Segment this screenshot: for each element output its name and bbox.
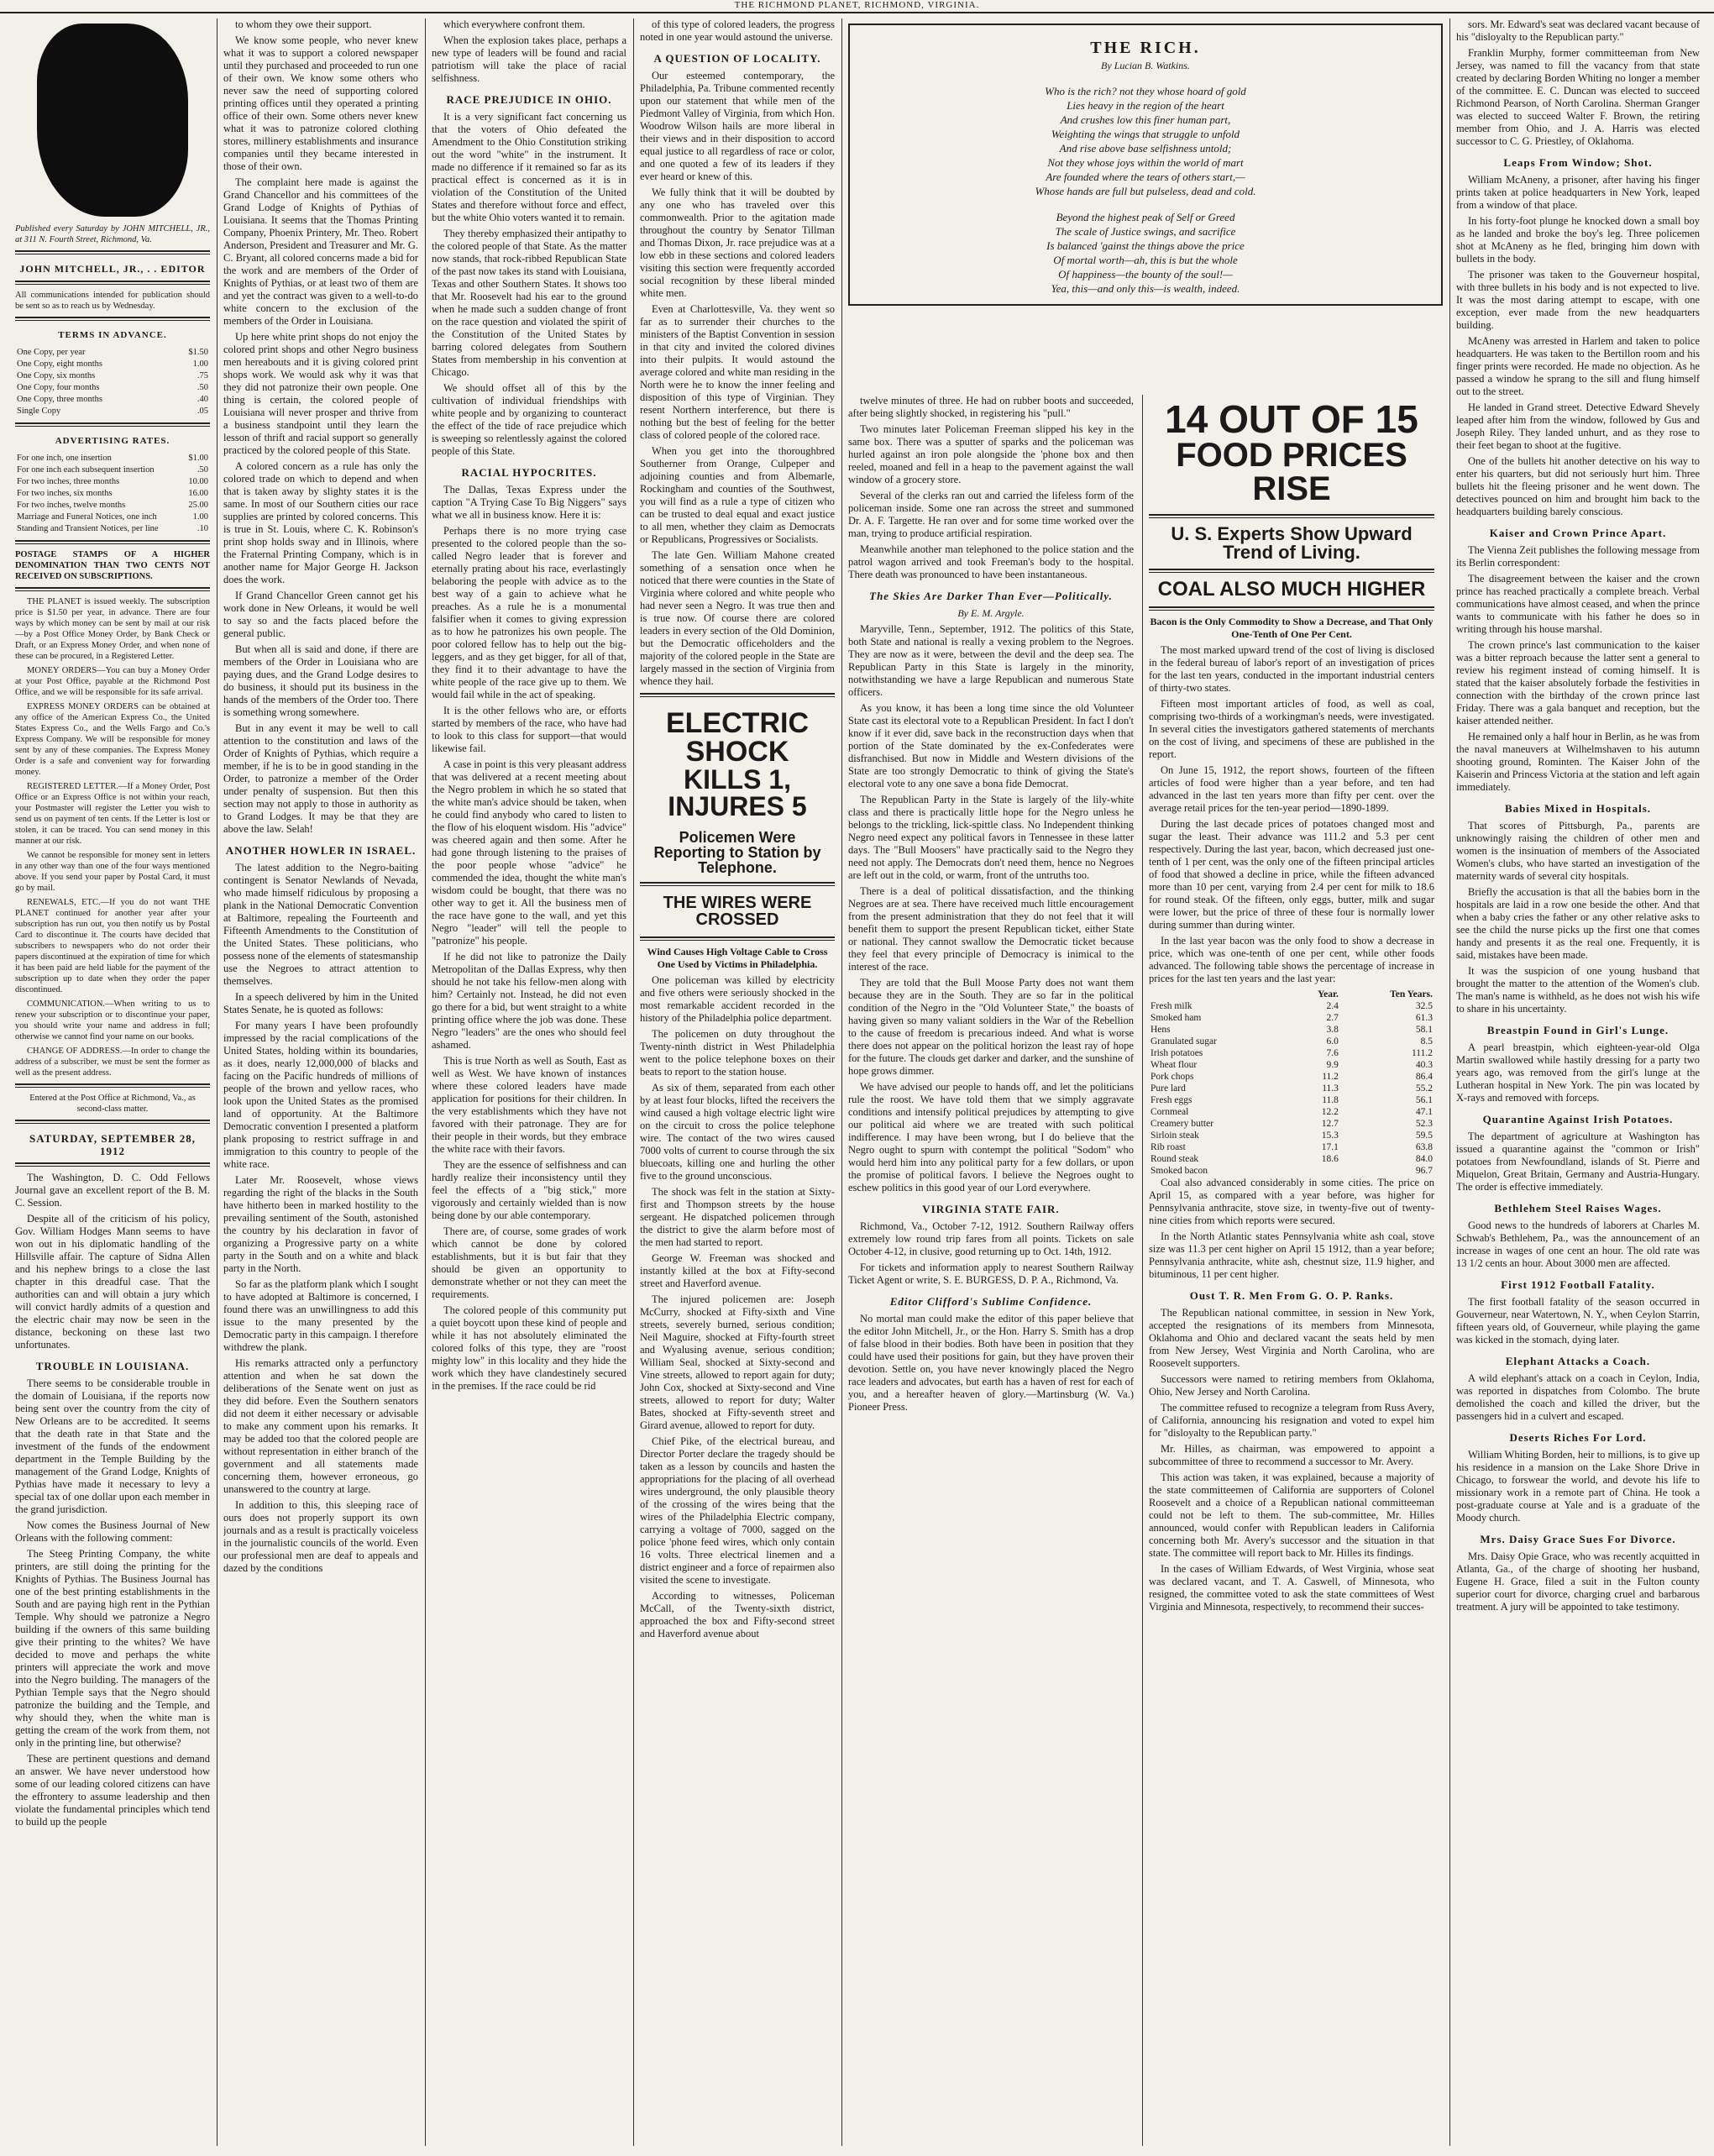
poem-box (848, 24, 1443, 306)
poem-line: Lies heavy in the region of the heart (1067, 99, 1224, 112)
paragraph: Franklin Murphy, former committeeman from New Jersey, was named to fill the vacancy from that state created by declaring Borden Whiting no longer a member of the committee. E. C. Duncan was elected to succeed Richmond Pearson, of North Carolina. Sherman Granger was elected to succeed Walter F. Brown, the retiring member from Ohio, and J. A. Harris was elected successor to C. G. Priestley, of Oklahoma. (1456, 47, 1700, 147)
table-cell: Pure lard (1151, 1083, 1186, 1094)
byline: By E. M. Argyle. (957, 607, 1025, 619)
paragraph: This is true North as well as South, East as well as West. We have known of instances where these colored leaders have made application for positions for their children. In the very establishments which they have not favored with their patronage. They are for their people in their words, but they embrace the white race with their favors. (432, 1055, 626, 1155)
poem-line: Not they whose joys within the world of mart (1047, 156, 1244, 169)
table-cell: For one inch each subsequent insertion (17, 465, 155, 475)
table-cell: Sirloin steak (1151, 1130, 1199, 1141)
table-cell: 111.2 (1411, 1048, 1433, 1058)
paragraph: They thereby emphasized their antipathy to the colored people of that State. As the matter now stands, that rock-ribbed Republican State of the past now takes its stand with Louisiana, Texas and other Southern States. It shows too that Mr. Roosevelt had his ear to the ground when he made such a sudden change of front on the race question and violated the spirit of the Constitution of the United States by barring colored delegates from Southern States from membership in his convention at Chicago. (432, 228, 626, 378)
poem-line: Is balanced 'gainst the things above the price (1046, 239, 1245, 252)
table-cell: 12.2 (1321, 1107, 1339, 1117)
table-row (1149, 1059, 1434, 1071)
paragraph: Two minutes later Policeman Freeman slipped his key in the same box. There was a sputter of sparks and the policeman was hurled against an iron pole alongside the 'phone box and then reeled, moaned and fell in a heap to the pavement against the wall window of a grocery store. (848, 423, 1134, 485)
table-row (1149, 1071, 1434, 1083)
column-rule (1142, 395, 1143, 2146)
column-4 (640, 18, 835, 2146)
table-row (15, 511, 210, 523)
paragraph: According to witnesses, Policeman McCall, of the Twenty-sixth district, approached the box and Fifty-second street and Haverford avenue about (640, 1590, 835, 1639)
advertising-heading: ADVERTISING RATES. (55, 436, 170, 446)
table-cell: 40.3 (1415, 1060, 1433, 1070)
poem-line: Of mortal worth—ah, this is but the whole (1053, 254, 1238, 266)
paragraph: Now comes the Business Journal of New Orleans with the following comment: (15, 1519, 210, 1544)
divider (15, 317, 210, 321)
headline-line-2: KILLS 1, INJURES 5 (668, 764, 807, 821)
paragraph: As you know, it has been a long time since the old Volunteer State cast its electoral vote to a Republican President. In fact I don't know if it ever did, save back in the reconstruction days when that portion of the State dominated by the ex-Confederates were disfranchised. But now in Middle and Western divisions of the State are too strongly Democratic to think of giving the State's electoral vote to any one save a bona fide Democrat. (848, 702, 1134, 789)
deck: Wind Causes High Voltage Cable to Cross One Used by Victims in Philadelphia. (647, 946, 828, 970)
registered-notice: REGISTERED LETTER.—If a Money Order, Post Office or an Express Office is not within your reach, your Postmaster will register the Letter you wish to send us on payment of ten cents. If the Letter is lost or stolen, it can be traced. You can send money in this manner at our risk. (15, 782, 210, 846)
paragraph: The prisoner was taken to the Gouverneur hospital, with three bullets in his body and is not expected to live. It was the most daring attempt to escape, with one exception, ever made from the new headquarters building. (1456, 269, 1700, 331)
table-cell: One Copy, per year (17, 348, 86, 357)
paragraph: A pearl breastpin, which eighteen-year-old Olga Martin swallowed while hastily dressing for a party two years ago, was removed from the girl's lunge at the Lutheran hospital in New York. The pin was located by X-rays and removed with forceps. (1456, 1041, 1700, 1104)
table-row (15, 347, 210, 359)
paragraph: Richmond, Va., October 7-12, 1912. Southern Railway offers extremely low round trip fares from all points. Tickets on sale October 4-12, in clusive, good returning up to Oct. 14th, 1912. (848, 1220, 1134, 1257)
table-row (1149, 1153, 1434, 1165)
table-cell: 56.1 (1415, 1095, 1433, 1105)
table-row (1149, 1130, 1434, 1141)
paragraph: The Washington, D. C. Odd Fellows Journal gave an excellent report of the B. M. C. Session. (15, 1172, 210, 1209)
paragraph: Chief Pike, of the electrical bureau, and Director Porter declare the tragedy should be taken as a lesson by councils and hasten the appropriations for the placing of all overhead wires underground, the only plausible theory of the crossing of the wires being that the wires of the Philadelphia Electric company, carrying a voltage of 7000, sagged on the police 'phone feed wires, which only contain 16 volts. Three electrical linemen and a district engineer and a force of repairmen also visited the scene to investigate. (640, 1435, 835, 1586)
money-orders-notice: MONEY ORDERS—You can buy a Money Order at your Post Office, payable at the Richmond Post Office, and we will be responsible for its safe arrival. (15, 666, 210, 697)
paragraph: to whom they owe their support. (235, 18, 372, 30)
table-row (1149, 1000, 1434, 1012)
running-head: THE RICHMOND PLANET, RICHMOND, VIRGINIA. (0, 0, 1714, 13)
terms-heading: TERMS IN ADVANCE. (58, 330, 167, 340)
table-cell: One Copy, three months (17, 395, 102, 404)
poem-line: Are founded where the tears of others start,— (1046, 170, 1245, 183)
table-cell: 25.00 (188, 501, 208, 510)
table-row (15, 359, 210, 370)
paragraph: The latest addition to the Negro-baiting contingent is Senator Newlands of Nevada, who made himself ridiculous by proposing a plank in the National Democratic Convention at Baltimore, repealing the Fourteenth and Fifteenth Amendments to the Constitution of the United States. These politicians, who possess none of the elements of statesmanship use the Negroes to attract attention to themselves. (223, 862, 418, 987)
paragraph: The Steeg Printing Company, the white printers, are still doing the printing for the Knights of Pythias. The Business Journal has one of the best printing establishments in the South and are paying high rent in the Pythian Temple. Why should we patronize a Negro building if the owners of this same building give their printing to the whites? We have decided to move and perhaps the white printers will appreciate the work and move into the Negro building. The managers of the Pythian Temple says that the Negro should patronize the building and the Temple, and why should they, when the white man is getting the cream of the work from them, not only in the printing line, but otherwise? (15, 1548, 210, 1749)
table-cell: For two inches, six months (17, 489, 113, 498)
quote-paragraph: For many years I have been profoundly impressed by the racial complications of the United States, holding within its boundaries, as it does, nearly 12,000,000 of blacks and facing on the Pacific hundreds of millions of people of the brown and yellow races, who look upon the United States as the promised land of opportunity. At the Baltimore Democratic convention I presented a platform plank proposing to restrict suffrage in and immigration to this country to people of the white race. (223, 1020, 418, 1170)
paragraph: William McAneny, a prisoner, after having his finger prints taken at police headquarters in New York, leaped from a window of that place. (1456, 174, 1700, 211)
table-cell: Smoked bacon (1151, 1166, 1208, 1176)
paragraph: The department of agriculture at Washington has issued a quarantine against the "common or Irish" potatoes from Newfoundland, islands of St. Pierre and Miquelon, Great Britain, Germany and Austria-Hungary. The order is effective immediately. (1456, 1130, 1700, 1193)
paragraph: It was the suspicion of one young husband that brought the matter to the attention of the Women's club. The man's name is withheld, as he does not wish his wife to share in his uncertainty. (1456, 965, 1700, 1015)
table-cell: 6.0 (1326, 1036, 1339, 1047)
table-cell: Creamery butter (1151, 1119, 1214, 1129)
postage-notice: POSTAGE STAMPS OF A HIGHER DENOMINATION THAN TWO CENTS NOT RECEIVED ON SUBSCRIPTIONS. (15, 550, 210, 581)
table-row (1149, 1083, 1434, 1094)
table-row (15, 464, 210, 476)
paragraph: On June 15, 1912, the report shows, fourteen of the fifteen articles of food were higher than a year before, and ten had advanced in the last ten years more than fifty per cent. over the average retail prices for the ten-year period—1890-1899. (1149, 764, 1434, 814)
divider (1149, 569, 1434, 573)
deck: Bacon is the Only Commodity to Show a Decrease, and That Only One-Tenth of One Per Cent. (1150, 616, 1434, 640)
paragraph: When you get into the thoroughbred Southerner from Orange, Culpeper and adjoining counties and from Albemarle, Rockingham and counties of the Southwest, you will find as a rule a type of citizen who can be trusted to deal equal and exact justice to all men, whether they claim as Democrats or Republicans, Progressives or Socialists. (640, 445, 835, 545)
column-rule (841, 18, 842, 2146)
paragraph: But when all is said and done, if there are members of the Order in Louisiana who are paying dues, and the Grand Lodge desires to do business, it should put its business in the hands of the members of the Order too. There is something wrong somewhere. (223, 643, 418, 718)
column-rule (217, 18, 218, 2146)
divider (640, 693, 835, 697)
headline-line-1: 14 OUT OF 15 (1165, 397, 1418, 441)
table-cell: Cornmeal (1151, 1107, 1189, 1117)
divider (15, 540, 210, 544)
table-cell: 8.5 (1420, 1036, 1433, 1047)
editor-line: JOHN MITCHELL, JR., . . EDITOR (19, 263, 206, 275)
table-row (15, 382, 210, 394)
paragraph: One of the bullets hit another detective on his way to enter his quarters, but did not seriously hurt him. Three bullets hit the fleeing prisoner and he went down. The detectives pounced on him and brought him back to the headquarters building barely conscious. (1456, 455, 1700, 517)
section-heading: Quarantine Against Irish Potatoes. (1482, 1113, 1674, 1125)
poem-line: Beyond the highest peak of Self or Greed (1056, 211, 1235, 223)
paragraph: In addition to this, this sleeping race of ours does not properly support its own journals and as a result is practically voiceless in the journalistic councils of the world. Even our professional men are deaf to appeals and dazed by the conditions (223, 1499, 418, 1574)
column-1 (15, 18, 210, 2146)
dateline: SATURDAY, SEPTEMBER 28, 1912 (29, 1132, 197, 1157)
paragraph: It is a very significant fact concerning us that the voters of Ohio defeated the Amendment to the Ohio Constitution striking out the word "white" in the instrument. It made no difference if it remained so far as its practical effect is concerned as it is in violation of the Constitution of the United States and therefore without force and effect, but the white Ohio voters wanted it to remain. (432, 111, 626, 223)
table-row (15, 500, 210, 511)
table-header-cell: Year. (1318, 989, 1339, 999)
paragraph: The injured policemen are: Joseph McCurry, shocked at Fifty-sixth and Vine streets, severely burned, serious condition; Neil Maguire, shocked at Fifty-fourth street and Wyalusing avenue, serious condition; William Seal, shocked at Sixty-second and Vine streets, allowed to report again for duty; John Cox, shocked at Sixty-second and Vine streets, allowed to report for duty; Walter Bates, shocked at Fifty-seventh street and Girard avenue, allowed to report for duty. (640, 1293, 835, 1431)
paragraph: No mortal man could make the editor of this paper believe that the editor John Mitchell, Jr., or the Hon. Harry S. Smith has a drop of false blood in their bodies. Both have been in position that they could have used their positions for gain, but they have proven their devotion. Settle on, you have never knowingly placed the Negro race leaders and advocates, but earth has a haven of rest for each of you, and a hereafter heaven of glory.—Martinsburg (W. Va.) Pioneer Press. (848, 1313, 1134, 1413)
table-cell: $1.50 (188, 348, 208, 357)
table-cell: 58.1 (1415, 1025, 1433, 1035)
paragraph: Fifteen most important articles of food, as well as coal, comprising two-thirds of a workingman's needs, were investigated. In several cities the investigators gathered statements of merchants on the cost of living, and specimens of these are published in the report. (1149, 698, 1434, 760)
paragraph: They are the essence of selfishness and can hardly realize their inconsistency until they feel the effects of a "big stick," more vigorously and certainly wielded than is now being done by our able contemporary. (432, 1159, 626, 1221)
table-cell: .50 (197, 383, 208, 392)
communication-notice: COMMUNICATION.—When writing to us to renew your subscription or to discontinue your paper, you should write your name and address in full; otherwise we cannot find your name on our books. (15, 999, 210, 1041)
paragraph: We should offset all of this by the cultivation of individual friendships with white people and by organizing to counteract the effect of the tide of race prejudice which is sweeping so relentlessly against the colored people of this State. (432, 382, 626, 457)
paragraph: When the explosion takes place, perhaps a new type of leaders will be found and racial patriotism will take the place of racial selfishness. (432, 34, 626, 84)
poem-line: Who is the rich? not they whose hoard of gold (1045, 85, 1246, 97)
table-cell (1291, 1165, 1340, 1177)
paragraph: A wild elephant's attack on a coach in Ceylon, India, was reported in dispatches from Colombo. The brute demolished the coach and killed the driver, but the passengers hid in a culvert and escaped. (1456, 1372, 1700, 1422)
subheadline: THE WIRES WERE CROSSED (663, 894, 812, 929)
renewals-notice: RENEWALS, ETC.—If you do not want THE PLANET continued for another year after your subscription has run out, you then notify us by Postal Card to discontinue it. The courts have decided that subscribers to newspapers who do not order their papers discontinued at the expiration of time for which it has been paid are held liable for the payment of the subscription up to date when they order the paper discontinued. (15, 898, 210, 994)
price-table (1149, 989, 1434, 1177)
paragraph: We fully think that it will be doubted by any one who has traveled over this commonwealth. Prior to the agitation made throughout the country by Senator Tillman and Thomas Dixon, Jr. race prejudice was at a low ebb in these sections and colored leaders visiting this section were frequently accorded social recognition by these liberal minded white men. (640, 186, 835, 299)
headline-line-2: FOOD PRICES RISE (1176, 437, 1407, 507)
paragraph: But in any event it may be well to call attention to the constitution and laws of the Order of Knights of Pythias, which require a member, if he is to be in good standing in the Order, to patronize a member of the Order under penalty of suspension. But then this section may not apply to those in authority as to Grand Lodges. It may be that they are above the law. Selah! (223, 722, 418, 835)
table-cell: 11.8 (1322, 1095, 1339, 1105)
table-cell: Irish potatoes (1151, 1048, 1203, 1058)
table-row (15, 523, 210, 535)
paragraph: Mrs. Daisy Opie Grace, who was recently acquitted in Atlanta, Ga., of the charge of shooting her husband, Eugene H. Grace, filed a suit in the Fulton county superior court for divorce, charging cruel and barbarous treatment. A jury will be appointed to take testimony. (1456, 1550, 1700, 1613)
paragraph: Coal also advanced considerably in some cities. The price on April 15, as compared with a year before, was higher for Pennsylvania anthracite, stove size, in twenty-five out of twenty-nine cities from which reports were secured. (1149, 1177, 1434, 1226)
table-row (15, 394, 210, 406)
paragraph: In the North Atlantic states Pennsylvania white ash coal, stove size was 11.3 per cent higher on April 15 1912, than a year before; Pennsylvania anthracite, white ash, chestnut size, 11.9 higher, and bituminous, 11 per cent higher. (1149, 1230, 1434, 1280)
paragraph: A colored concern as a rule has only the colored trade on which to depend and when that is taken away by slighty states it is the same. In most of our Southern cities our race supplies are printed by colored concerns. This is true in St. Louis, where C. K. Robinson's print shop holds sway and in Illinois, where the Fraternal Printing Company, which is in another name for Major George H. Jackson does the work. (223, 460, 418, 585)
paragraph: In the cases of William Edwards, of West Virginia, whose seat was declared vacant, and T. A. Caswell, of Minnesota, who resigned, the committee voted to ask the state committees of West Virginia and Minnesota, respectively, to recommend their succes- (1149, 1563, 1434, 1613)
paragraph: If he did not like to patronize the Daily Metropolitan of the Dallas Express, why then should he not take his fellow-men along with him? Certainly not. Instead, he did not even go there for a bid, but went straight to a white printing office where the job was done. These Negro "leaders" are the ones who should feel ashamed. (432, 951, 626, 1051)
poem-line: The scale of Justice swings, and sacrifice (1055, 225, 1236, 238)
table-cell: For one inch, one insertion (17, 454, 112, 463)
column-7 (1456, 18, 1700, 2146)
table-cell: 1.00 (192, 359, 208, 369)
section-heading: Oust T. R. Men From G. O. P. Ranks. (1189, 1289, 1394, 1302)
paragraph: We have advised our people to hands off, and let the politicians rule the roost. We have told them that we simply aggravate conditions and intensify political prejudices by attempting to give our political aid where we are treated with such political indifference. I may have been wrong, but I do believe that the Negro ought to spurn with contempt the political "Sodom" who would herd him into any political party for a few dollars, or upon the promise of political favors. I believe the Negroes ought to eschew politics in this good year of our Lord everywhere. (848, 1081, 1134, 1193)
paragraph: Several of the clerks ran out and carried the lifeless form of the policeman inside. Some one ran across the street and summoned Dr. A. F. Targette. He ran over and for some time worked over the man, trying to produce artificial respiration. (848, 490, 1134, 539)
table-row (1149, 1165, 1434, 1177)
paragraph: They are told that the Bull Moose Party does not want them because they are in the South. They are so far in the political condition of the Negro in the "Old Volunteer State," the boasts of having given so many valiant soldiers in the War of the Rebellion to the cause of freedom is precarious indeed. And what is worse there does not appear on the political horizon the least ray of hope for the future. The clouds get darker and darker, and the sunshine of hope grows dimmer. (848, 977, 1134, 1077)
change-address-notice: CHANGE OF ADDRESS.—In order to change the address of a subscriber, we must be sent the former as well as the present address. (15, 1047, 210, 1078)
table-cell: For two inches, three months (17, 477, 120, 486)
table-cell: 15.3 (1321, 1130, 1339, 1141)
paragraph: Despite all of the criticism of his policy, Gov. William Hodges Mann seems to have won out in his diplomatic handling of the Hillsville affair. The capture of Sidna Allen and his nephew brings to a close the last chapter in this dreadful case. That the authorities can and will obtain a jury which will convict hardly admits of a question and the electric chair may now be seen in the distance, beckoning on these last two unfortunates. (15, 1213, 210, 1351)
section-heading: Bethlehem Steel Raises Wages. (1494, 1202, 1662, 1214)
divider (640, 882, 835, 886)
masthead-ink-blot (37, 24, 188, 217)
paragraph: That scores of Pittsburgh, Pa., parents are unknowingly raising the children of other men and women is the insinuation of members of the Associated Women's clubs, who have started an investigation of the maternity wards of several city hospitals. (1456, 820, 1700, 882)
table-cell: 2.4 (1326, 1001, 1339, 1011)
responsible-notice: We cannot be responsible for money sent in letters in any other way than one of the four ways mentioned above. If you send your paper by Postal Card, it must go by mail. (15, 851, 210, 893)
paragraph: It is the other fellows who are, or efforts started by members of the race, who have had to look to this class for support—that would likewise fail. (432, 705, 626, 754)
paragraph: This action was taken, it was explained, because a majority of the state committeemen of California are supporters of Colonel Roosevelt and a choice of a Republican national committeeman could not be left to them. The sub-committee, Mr. Hilles announced, would confer with Republican leaders in California concerning both Mr. Avery's successor and the situation in that state. The committee will report back to Mr. Hilles its findings. (1149, 1471, 1434, 1559)
table-cell: .10 (197, 524, 208, 533)
paragraph: There is a deal of political dissatisfaction, and the thinking Negroes are at sea. There have received much little encouragement from the present administration that they do not feel that it will benefit them to support the present Republican ticket, either State or national. They cannot swallow the Democratic ticket because they feel that every principle of Democracy is inimical to the interest of the race. (848, 885, 1134, 973)
paragraph: The disagreement between the kaiser and the crown prince has reached practically a complete breach. Verbal communications have almost ceased, and when the prince wants to communicate with his father he does so in writing through his house marshal. (1456, 573, 1700, 635)
table-row (1149, 1094, 1434, 1106)
paragraph: His remarks attracted only a perfunctory attention and when he sat down the deliberations of the Senate went on just as they did before. Even the Southern senators did not deem it either necessary or advisable to make any comment upon his remarks. It may be added too that the colored people are without representation in either branch of the government and all statements made concerning them, however erroneous, go unanswered to the country at large. (223, 1357, 418, 1495)
paragraph: In the last year bacon was the only food to show a decrease in price, which was one-tenth of one per cent, while other foods advanced. The following table shows the percentage of increase in prices for the last ten years and the last year: (1149, 935, 1434, 984)
paragraph: sors. Mr. Edward's seat was declared vacant because of his "disloyalty to the Republican party." (1456, 18, 1700, 43)
divider (1149, 606, 1434, 611)
table-row (1149, 1047, 1434, 1059)
table-cell: 18.6 (1321, 1154, 1339, 1164)
table-cell: .75 (197, 371, 208, 380)
headline-line-1: ELECTRIC SHOCK (666, 707, 809, 768)
poem-stanza-2 (865, 210, 1426, 296)
paragraph: The Dallas, Texas Express under the caption "A Trying Case To Big Niggers" says what we all in business know. Here it is: (432, 484, 626, 521)
column-5 (848, 395, 1134, 2146)
express-notice: EXPRESS MONEY ORDERS can be obtained at any office of the American Express Co., the United States Express Co., and the Wells Fargo and Co.'s Express Company. We will be responsible for money sent by any of these companies. The Express Money Order is a safe and convenient way for forwarding money. (15, 702, 210, 777)
paragraph: There are, of course, some grades of work which cannot be done by colored establishments, but it is but fair that they should be given an opportunity to demonstrate whether or not they can meet the requirements. (432, 1225, 626, 1300)
table-cell: 3.8 (1326, 1025, 1339, 1035)
table-header-cell (1149, 989, 1291, 1000)
table-cell: 96.7 (1415, 1166, 1433, 1176)
table-cell: 11.2 (1322, 1072, 1339, 1082)
divider (15, 1083, 210, 1088)
table-row (15, 370, 210, 382)
section-heading: Leaps From Window; Shot. (1503, 156, 1653, 169)
paragraph: The Republican Party in the State is largely of the lily-white class and there is practically little hope for the Negro unless he belongs to the trickling, lick-spittle class. No Independent thinking Negro need expect any political favors in Tennessee in these latter days. The "Bull Moosers" have practically said to the Negro they need not apply. The Democrats don't need them, hence no Negroes are left out in the cold, or warm, front of the untruths too. (848, 794, 1134, 881)
terms-table (15, 347, 210, 417)
column-3 (432, 18, 626, 2146)
section-heading: Breastpin Found in Girl's Lunge. (1486, 1024, 1669, 1036)
paragraph: Our esteemed contemporary, the Philadelphia, Pa. Tribune commented recently upon our statement that while men of the Piedmont Valley of Virginia, from which Hon. Woodrow Wilson hails are more liberal in their views and in their disposition to accord equal justice to all regardless of race or color, and one quoted a few of its leaders if they ever heard or knew of this. (640, 70, 835, 182)
table-cell: Marriage and Funeral Notices, one inch (17, 512, 157, 522)
paragraph: These are pertinent questions and demand an answer. We have never understood how some of our leading colored citizens can have the effrontery to assume leadership and then violate the fundamental principles which tend to build up the people (15, 1753, 210, 1828)
paragraph: We know some people, who never knew what it was to support a colored newspaper until they purchased and proceeded to run one of their own. We know some others who never saw the need of supporting colored printing offices until they operated a printing office of their own. Some others never knew what it was to patronize colored clothing stores, millinery establishments and insurance companies until they became interested in those of their own. (223, 34, 418, 172)
paragraph: As six of them, separated from each other by at least four blocks, lifted the receivers the wind caused a high voltage electric light wire on the circuit to cross the police telephone wire. The contact of the two wires caused 7000 volts of current to course through the six bluecoats, killing one and hurling the other five to the ground unconscious. (640, 1082, 835, 1182)
section-heading: Kaiser and Crown Prince Apart. (1489, 527, 1667, 539)
table-cell: $1.00 (188, 454, 208, 463)
paragraph: McAneny was arrested in Harlem and taken to police headquarters. He was taken to the Bertillon room and his finger prints were recorded. He made no objection. As he passed a window he sprang to the sill and flung himself out to the street. (1456, 335, 1700, 397)
section-heading: RACIAL HYPOCRITES. (461, 466, 597, 479)
divider (15, 1120, 210, 1124)
communications-note: All communications intended for publication should be sent so as to reach us by Wednesday. (15, 291, 210, 311)
table-cell: 55.2 (1415, 1083, 1433, 1094)
section-heading: Mrs. Daisy Grace Sues For Divorce. (1480, 1533, 1676, 1545)
subheadline: COAL ALSO MUCH HIGHER (1157, 578, 1426, 601)
table-cell: Granulated sugar (1151, 1036, 1217, 1047)
table-row (15, 453, 210, 464)
paragraph: A case in point is this very pleasant address that was delivered at a recent meeting about the Negro problem in which he so stated that the white man's advice should be taken, when he could find anybody who cared to listen to the flow of his eloquent wisdom. His "advice" was cheered again and then some. After he had gone through listening to the praises of the poor people whose "advice" he commended the idea, thought the white man's wisdom could be bought, that there was no other way to get it. All the business men of the race have gone to the wall, and yet this Negro "leader" will tell the people to "patronize" his people. (432, 758, 626, 947)
paragraph: If Grand Chancellor Green cannot get his work done in New Orleans, it would be well to say so and the facts placed before the general public. (223, 590, 418, 639)
table-cell: 2.7 (1326, 1013, 1339, 1023)
table-cell: Pork chops (1151, 1072, 1194, 1082)
paragraph: Meanwhile another man telephoned to the police station and the patrol wagon arrived and took Freeman's body to the hospital. There death was pronounced to have been instantaneous. (848, 543, 1134, 580)
poem-title: THE RICH. (1090, 39, 1201, 57)
section-heading: Editor Clifford's Sublime Confidence. (889, 1295, 1093, 1308)
paragraph: The most marked upward trend of the cost of living is disclosed in the federal bureau of labor's report of an investigation of prices for the last ten years, conducted in the important industrial centers of thirty-two states. (1149, 644, 1434, 694)
paragraph: Even at Charlottesville, Va. they went so far as to surrender their churches to the ministers of the Baptist Convention in session in that city and invited the colored divines into their pulpits. It would astound the average colored and white man residing in the North were he to know the inner feeling and disposition of this type of Virginian. They resent Northern interference, but there is nothing but the best of feeling for the better class of colored people of the colored race. (640, 303, 835, 441)
paragraph: William Whiting Borden, heir to millions, is to give up his residence in a mansion on the Lake Shore Drive in Chicago, to forswear the world, and devote his life to missionary work in a remote part of China. He took a post-graduate course at Yale and is a graduate of the Moody church. (1456, 1449, 1700, 1524)
poem-line: Weighting the wings that struggle to unfold (1051, 128, 1240, 140)
paragraph: The committee refused to recognize a telegram from Russ Avery, of California, announcing his resignation and voted to expel him for "disloyalty to the Republican party." (1149, 1402, 1434, 1439)
paragraph: In his forty-foot plunge he knocked down a small boy as he landed and broke the boy's leg. Three policemen shot at McAneny as he fled, bringing him down with bullets in the body. (1456, 215, 1700, 265)
poem-line: Whose hands are full but pulseless, dead and cold. (1035, 185, 1256, 197)
section-heading: A QUESTION OF LOCALITY. (653, 52, 821, 65)
table-cell: 10.00 (188, 477, 208, 486)
paragraph: Perhaps there is no more trying case presented to the colored people than the so-called Negro leader that is forever and eternally prating about his race, everlastingly belaboring the people with advice as to the best way of a gain to achieve what he preaches. As a rule he is a monumental falsifier when it comes to giving expression as to how he patronizes his own people. The poor colored fellow has to help out the big-leggers, and as they get bigger, for all of that, they find it to their advantage to have the white people of the race give up to them. We would fail while in the act of speaking. (432, 525, 626, 700)
weekly-notice: THE PLANET is issued weekly. The subscription price is $1.50 per year, in advance. There are four ways by which money can be sent by mail at our risk—by a Post Office Money Order, by Bank Check or Draft, or an Express Money Order, and when none of these can be procured, in a Registered Letter. (15, 597, 210, 661)
table-cell: 11.3 (1322, 1083, 1339, 1094)
divider (1149, 514, 1434, 518)
subheadline: U. S. Experts Show Upward Trend of Living. (1171, 523, 1413, 563)
table-row (15, 476, 210, 488)
table-cell: One Copy, eight months (17, 359, 102, 369)
subheadline: Policemen Were Reporting to Station by Telephone. (653, 829, 821, 876)
table-cell: Fresh milk (1151, 1001, 1192, 1011)
table-cell: 12.7 (1321, 1119, 1339, 1129)
table-cell: 63.8 (1415, 1142, 1433, 1152)
table-cell: One Copy, four months (17, 383, 100, 392)
table-row (15, 488, 210, 500)
table-row (1149, 1036, 1434, 1047)
divider (15, 1162, 210, 1167)
section-heading: Deserts Riches For Lord. (1509, 1431, 1647, 1444)
column-rule (425, 18, 426, 2146)
paragraph: The complaint here made is against the Grand Chancellor and his committees of the Grand Lodge of Knights of Pythias of Louisiana. It seems that the Thomas Printing Company, Phoenix Printery, Mr. Theo. Robert Anderson, President and Treasurer and Mr. G. C. Bryant, all colored concerns made a bid for the work and are members of the Order of Knights of Pythias, or at least two of them are and yet the contract was given to a well-to-do white concern to the exclusion of the members of the Order in Louisiana. (223, 176, 418, 327)
paragraph: He landed in Grand street. Detective Edward Shevely leaped after him from the window, followed by Gus and Joseph Riley. They landed unhurt, and as they rose to their feet began to shoot at the fugitive. (1456, 401, 1700, 451)
table-cell: 52.3 (1415, 1119, 1433, 1129)
poem-area (848, 18, 1443, 388)
paragraph: The policemen on duty throughout the Twenty-ninth district in West Philadelphia went to the police telephone boxes on their beats to report to the station house. (640, 1028, 835, 1078)
divider (15, 281, 210, 285)
table-cell: 17.1 (1321, 1142, 1339, 1152)
poem-stanza-1 (865, 84, 1426, 198)
table-cell: Standing and Transient Notices, per line (17, 524, 159, 533)
paragraph: The late Gen. William Mahone created something of a sensation once when he noticed that there were counties in the State of Virginia where colored and white people who had never seen a Negro. It was true then and is true now. Of course there are colored leaders in every section of the Old Dominion, but the Democratic officeholders and the majority of the colored people in the State are largely massed in the section of Virginia from whence they hail. (640, 549, 835, 687)
quote-paragraph: Later Mr. Roosevelt, whose views regarding the right of the blacks in the South have hitherto been in marked hostility to the prevailing sentiment of the South, astonished the country by his declaration in favor of organizing a Progressive party on a white party in the South and on a white and black party in the North. (223, 1174, 418, 1274)
table-cell: 86.4 (1415, 1072, 1433, 1082)
paragraph: Briefly the accusation is that all the babies born in the hospitals are laid in a row one beside the other. And that when a baby cries the father or any other relative asks to see the child the nurse picks up the first one that comes handy and presents it as the real one. Frequently, it is said, mistakes have been made. (1456, 886, 1700, 961)
table-cell: Fresh eggs (1151, 1095, 1192, 1105)
section-heading: RACE PREJUDICE IN OHIO. (446, 93, 612, 106)
poem-line: Yea, this—and only this—is wealth, indeed. (1051, 282, 1240, 295)
paragraph: Successors were named to retiring members from Oklahoma, Ohio, New Jersey and North Carolina. (1149, 1373, 1434, 1398)
table-cell: Smoked ham (1151, 1013, 1202, 1023)
divider (15, 422, 210, 427)
paragraph: Up here white print shops do not enjoy the colored print shops and other Negro business men hereabouts and it is giving colored print shops work. We would ask why it was that they did not patronize their own people. One thing is certain, the colored people of Louisiana will never prosper and thrive from a business standpoint until they learn the lesson of thrift and racial support so generally practiced by the colored people of this State. (223, 331, 418, 456)
paragraph: During the last decade prices of potatoes changed most and sugar the least. Their advance was 111.2 and 5.3 per cent respectively. During the last year, bacon, which decreased just one-tenth of 1 per cent, was the only one of the fifteen principal articles of food that showed a decline in price, while the fifteen advanced more than 10 per cent, varying from 2.4 per cent for milk to 18.6 for round steak. Of the fifteen, only eggs, butter, milk and sugar were lower, but the price of three of these four is normally lower during summer than during winter. (1149, 818, 1434, 931)
table-row (1149, 1106, 1434, 1118)
section-heading: Elephant Attacks a Coach. (1505, 1355, 1651, 1367)
paragraph: George W. Freeman was shocked and instantly killed at the box at Fifty-second street and Haverford avenue. (640, 1252, 835, 1289)
paragraph: There seems to be considerable trouble in the domain of Louisiana, if the reports now being sent over the country from the city of New Orleans are to be accredited. It seems that the death rate in that State and the investment of the funds of the endowment department in the Temple Building by the management of the Grand Lodge, Knights of Pythias have made it necessary to levy a special tax of one dollar upon each member in the grand jurisdiction. (15, 1377, 210, 1515)
section-heading: First 1912 Football Fatality. (1501, 1278, 1655, 1291)
table-cell: .05 (197, 407, 208, 416)
table-header-cell: Ten Years. (1390, 989, 1433, 999)
paragraph: He remained only a half hour in Berlin, as he was from the naval maneuvers at Wilhelmshaven to his autumn shooting ground, Rominten. The Kaiser John of the Kaiserin and Princess Victoria at the station and left again immediately. (1456, 731, 1700, 793)
table-cell: Hens (1151, 1025, 1171, 1035)
table-cell: For two inches, twelve months (17, 501, 126, 510)
table-row (1149, 1141, 1434, 1153)
paragraph: The crown prince's last communication to the kaiser was a bitter reproach because the latter sent a general to review his regiment instead of coming himself. It is stated that the kaiser absolutely forbade the festivities in connection with the birthday of the crown prince last Friday. There was a gala banquet and reception, but the kaiser attended neither. (1456, 639, 1700, 727)
table-row (15, 406, 210, 417)
table-cell: .50 (197, 465, 208, 475)
column-6 (1149, 395, 1434, 2146)
poem-line: And rise above base selfishness untold; (1059, 142, 1232, 155)
section-heading: The Skies Are Darker Than Ever—Politically. (869, 590, 1113, 602)
table-cell: Wheat flour (1151, 1060, 1198, 1070)
column-rule (1449, 18, 1450, 2146)
poem-line: Of happiness—the bounty of the soul!— (1058, 268, 1233, 281)
paragraph: The shock was felt in the station at Sixty-first and Thompson streets by the house sergeant. He dispatched policemen through the district to give the alarm before most of the men had started to report. (640, 1186, 835, 1248)
column-2 (223, 18, 418, 2146)
table-cell: 59.5 (1415, 1130, 1433, 1141)
paragraph: of this type of colored leaders, the progress noted in one year would astound the universe. (640, 18, 835, 43)
table-cell: 61.3 (1415, 1013, 1433, 1023)
table-cell: 84.0 (1415, 1154, 1433, 1164)
divider (640, 936, 835, 941)
divider (15, 587, 210, 591)
divider (15, 250, 210, 254)
entered-notice: Entered at the Post Office at Richmond, Va., as second-class matter. (29, 1094, 196, 1114)
advertising-table (15, 453, 210, 535)
section-heading: Babies Mixed in Hospitals. (1504, 802, 1652, 815)
section-heading: TROUBLE IN LOUISIANA. (35, 1360, 190, 1372)
table-row (1149, 1118, 1434, 1130)
table-cell: One Copy, six months (17, 371, 96, 380)
paragraph: One policeman was killed by electricity and five others were seriously shocked in the most remarkable accident recorded in the history of the Philadelphia police department. (640, 974, 835, 1024)
table-cell: 16.00 (188, 489, 208, 498)
paragraph: The Republican national committee, in session in New York, accepted the resignations of its members from Minnesota, Oklahoma and Ohio and declared vacant the seats held by men from New Jersey, West Virginia and North Carolina, who are Roosevelt supporters. (1149, 1307, 1434, 1369)
paragraph: twelve minutes of three. He had on rubber boots and succeeded, after being slightly shocked, in registering his "pull." (848, 395, 1134, 419)
poem-line: And crushes low this finer human part, (1060, 113, 1231, 126)
paragraph: In a speech delivered by him in the United States Senate, he is quoted as follows: (223, 991, 418, 1015)
table-cell: 1.00 (192, 512, 208, 522)
paragraph: The Vienna Zeit publishes the following message from its Berlin correspondent: (1456, 544, 1700, 569)
section-heading: ANOTHER HOWLER IN ISRAEL. (225, 844, 417, 857)
section-heading: VIRGINIA STATE FAIR. (922, 1203, 1060, 1215)
paragraph: The colored people of this community put a quiet boycott upon these kind of people and while it has not absolutely eliminated the colored folks of this type, they are "roost mighty low" in this locality and they hide the work which they have clandestinely secured in the premises. If the race could be rid (432, 1304, 626, 1392)
table-cell: Round steak (1151, 1154, 1199, 1164)
paragraph: For tickets and information apply to nearest Southern Railway Ticket Agent or write, S. E. BURGESS, D. P. A., Richmond, Va. (848, 1262, 1134, 1286)
table-row (1149, 1024, 1434, 1036)
table-cell: 47.1 (1415, 1107, 1433, 1117)
paragraph: Maryville, Tenn., September, 1912. The politics of this State, both State and national is really a vexing problem to the Negroes. They are now as it were, between the devil and the deep sea. The Republican Party in this State is largely in the minority, notwithstanding we have a large Republican and numerous State officers. (848, 623, 1134, 698)
table-cell: Single Copy (17, 407, 61, 416)
table-cell: 32.5 (1415, 1001, 1433, 1011)
table-cell: 9.9 (1326, 1060, 1339, 1070)
publisher-line: Published every Saturday by JOHN MITCHELL, JR., at 311 N. Fourth Street, Richmond, Va. (15, 224, 210, 244)
paragraph: The first football fatality of the season occurred in Gouverneur, near Watertown, N. Y., when Ceylon Starrin, fifteen years old, of Gouverneur, while playing the game was kicked in the stomach, dying later. (1456, 1296, 1700, 1346)
table-cell: Rib roast (1151, 1142, 1186, 1152)
column-rule (633, 18, 634, 2146)
quote-paragraph: So far as the platform plank which I sought to have adopted at Baltimore is concerned, I found there was an unwillingness to add this issue to the many presented by the Democratic party in this campaign. I therefore withdrew the plank. (223, 1278, 418, 1353)
table-cell: 7.6 (1326, 1048, 1339, 1058)
table-cell: .40 (197, 395, 208, 404)
table-row (1149, 1012, 1434, 1024)
paragraph: Good news to the hundreds of laborers at Charles M. Schwab's Bethlehem, Pa., was the announcement of an increase in wages of one cent an hour. The old rate was 13 1/2 cents an hour. About 3000 men are affected. (1456, 1220, 1700, 1269)
paragraph: which everywhere confront them. (443, 18, 585, 30)
poem-byline: By Lucian B. Watkins. (1101, 60, 1190, 71)
paragraph: Mr. Hilles, as chairman, was empowered to appoint a subcommittee of three to recommend a successor to Mr. Avery. (1149, 1443, 1434, 1467)
